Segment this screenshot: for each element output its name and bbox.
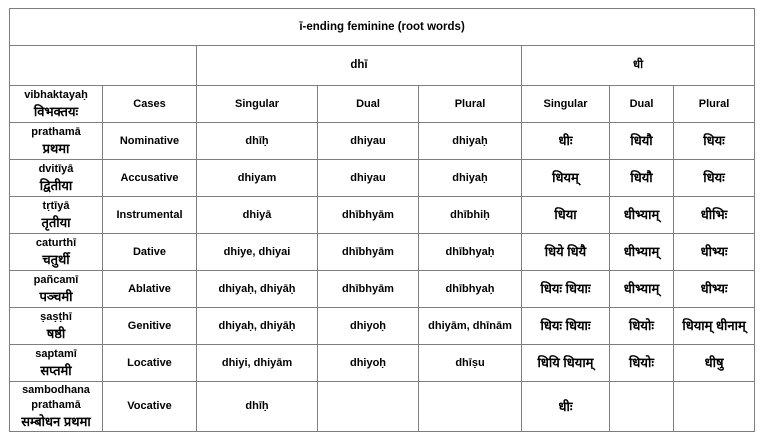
- form-cell: धियः: [674, 123, 755, 160]
- form-cell: धियः धियाः: [522, 271, 610, 308]
- vibhaktayah-roman: vibhaktayaḥ: [24, 88, 88, 101]
- form-cell: dhībhyām: [318, 197, 419, 234]
- form-cell: धीषु: [674, 345, 755, 382]
- vibhakti-roman: ṣaṣṭhī: [40, 310, 72, 323]
- form-cell: dhiye, dhiyai: [197, 234, 318, 271]
- form-cell: dhiyoḥ: [318, 308, 419, 345]
- form-cell: धीभ्याम्: [610, 271, 674, 308]
- form-cell: dhībhiḥ: [419, 197, 522, 234]
- vibhakti-cell: [10, 308, 103, 345]
- vibhakti-cell: [10, 234, 103, 271]
- form-cell: [610, 382, 674, 432]
- form-cell: धियाम् धीनाम्: [674, 308, 755, 345]
- form-cell: dhiyaḥ, dhiyāḥ: [197, 271, 318, 308]
- table-title: ī-ending feminine (root words): [10, 9, 755, 46]
- form-cell: धिये धियै: [522, 234, 610, 271]
- form-cell: dhībhyaḥ: [419, 271, 522, 308]
- group-header-roman: dhī: [197, 46, 522, 86]
- form-cell: धीभ्यः: [674, 271, 755, 308]
- form-cell: [419, 382, 522, 432]
- form-cell: dhiyā: [197, 197, 318, 234]
- vibhaktayah-devanagari: विभक्तयः: [33, 103, 79, 119]
- column-header-singular-roman: Singular: [197, 86, 318, 123]
- vibhakti-roman: caturthī: [35, 236, 77, 249]
- case-cell: Locative: [103, 345, 197, 382]
- column-header-dual-deva: Dual: [610, 86, 674, 123]
- column-header-cases: Cases: [103, 86, 197, 123]
- column-header-plural-roman: Plural: [419, 86, 522, 123]
- group-header-empty: [10, 46, 197, 86]
- vibhakti-devanagari: षष्ठी: [46, 325, 66, 341]
- table-row-ablative: [10, 271, 755, 308]
- form-cell: धियौ: [610, 160, 674, 197]
- vibhakti-devanagari: पञ्चमी: [39, 288, 73, 304]
- form-cell: धियि धियाम्: [522, 345, 610, 382]
- vibhakti-devanagari: तृतीया: [41, 214, 71, 230]
- form-cell: dhiyau: [318, 160, 419, 197]
- table-row-accusative: [10, 160, 755, 197]
- table-row-dative: [10, 234, 755, 271]
- form-cell: dhiyaḥ, dhiyāḥ: [197, 308, 318, 345]
- vibhakti-cell: [10, 345, 103, 382]
- vibhakti-cell: [10, 382, 103, 432]
- form-cell: धियोः: [610, 308, 674, 345]
- form-cell: dhīṣu: [419, 345, 522, 382]
- form-cell: [318, 382, 419, 432]
- form-cell: dhīḥ: [197, 382, 318, 432]
- form-cell: [674, 382, 755, 432]
- vibhakti-cell: [10, 271, 103, 308]
- case-cell: Nominative: [103, 123, 197, 160]
- form-cell: धिया: [522, 197, 610, 234]
- form-cell: धीभ्याम्: [610, 197, 674, 234]
- form-cell: धियम्: [522, 160, 610, 197]
- form-cell: dhiyi, dhiyām: [197, 345, 318, 382]
- form-cell: धियोः: [610, 345, 674, 382]
- form-cell: धीभिः: [674, 197, 755, 234]
- vibhakti-devanagari: प्रथमा: [42, 140, 70, 156]
- column-header-dual-roman: Dual: [318, 86, 419, 123]
- form-cell: dhīḥ: [197, 123, 318, 160]
- column-header-vibhaktayah: [10, 86, 103, 123]
- table-row-instrumental: [10, 197, 755, 234]
- form-cell: dhiyām, dhīnām: [419, 308, 522, 345]
- form-cell: dhiyam: [197, 160, 318, 197]
- vibhakti-roman: dvitīyā: [38, 162, 74, 175]
- form-cell: dhiyoḥ: [318, 345, 419, 382]
- vibhakti-devanagari: सम्बोधन प्रथमा: [21, 413, 91, 429]
- vibhakti-roman: saptamī: [35, 347, 77, 360]
- case-cell: Vocative: [103, 382, 197, 432]
- form-cell: धीभ्याम्: [610, 234, 674, 271]
- vibhakti-devanagari: चतुर्थी: [42, 251, 70, 267]
- table-row-vocative: [10, 382, 755, 432]
- vibhakti-roman: sambodhana prathamā: [22, 384, 90, 411]
- vibhakti-roman: prathamā: [31, 125, 81, 138]
- form-cell: धियः धियाः: [522, 308, 610, 345]
- case-cell: Accusative: [103, 160, 197, 197]
- table-row-locative: [10, 345, 755, 382]
- vibhakti-roman: pañcamī: [33, 273, 79, 286]
- column-header-plural-deva: Plural: [674, 86, 755, 123]
- vibhakti-cell: [10, 123, 103, 160]
- form-cell: dhiyaḥ: [419, 123, 522, 160]
- form-cell: धीः: [522, 382, 610, 432]
- form-cell: धियौ: [610, 123, 674, 160]
- form-cell: dhiyaḥ: [419, 160, 522, 197]
- group-header-devanagari: धी: [522, 46, 755, 86]
- form-cell: dhībhyām: [318, 234, 419, 271]
- case-cell: Genitive: [103, 308, 197, 345]
- form-cell: धीभ्यः: [674, 234, 755, 271]
- declension-table: [9, 8, 755, 432]
- vibhakti-cell: [10, 160, 103, 197]
- form-cell: dhībhyām: [318, 271, 419, 308]
- form-cell: dhiyau: [318, 123, 419, 160]
- case-cell: Ablative: [103, 271, 197, 308]
- table-row-nominative: [10, 123, 755, 160]
- vibhakti-cell: [10, 197, 103, 234]
- form-cell: धीः: [522, 123, 610, 160]
- case-cell: Instrumental: [103, 197, 197, 234]
- vibhakti-devanagari: सप्तमी: [40, 362, 72, 378]
- case-cell: Dative: [103, 234, 197, 271]
- form-cell: धियः: [674, 160, 755, 197]
- column-header-singular-deva: Singular: [522, 86, 610, 123]
- vibhakti-devanagari: द्वितीया: [39, 177, 73, 193]
- form-cell: dhībhyaḥ: [419, 234, 522, 271]
- vibhakti-roman: tṛtīyā: [42, 199, 70, 212]
- table-row-genitive: [10, 308, 755, 345]
